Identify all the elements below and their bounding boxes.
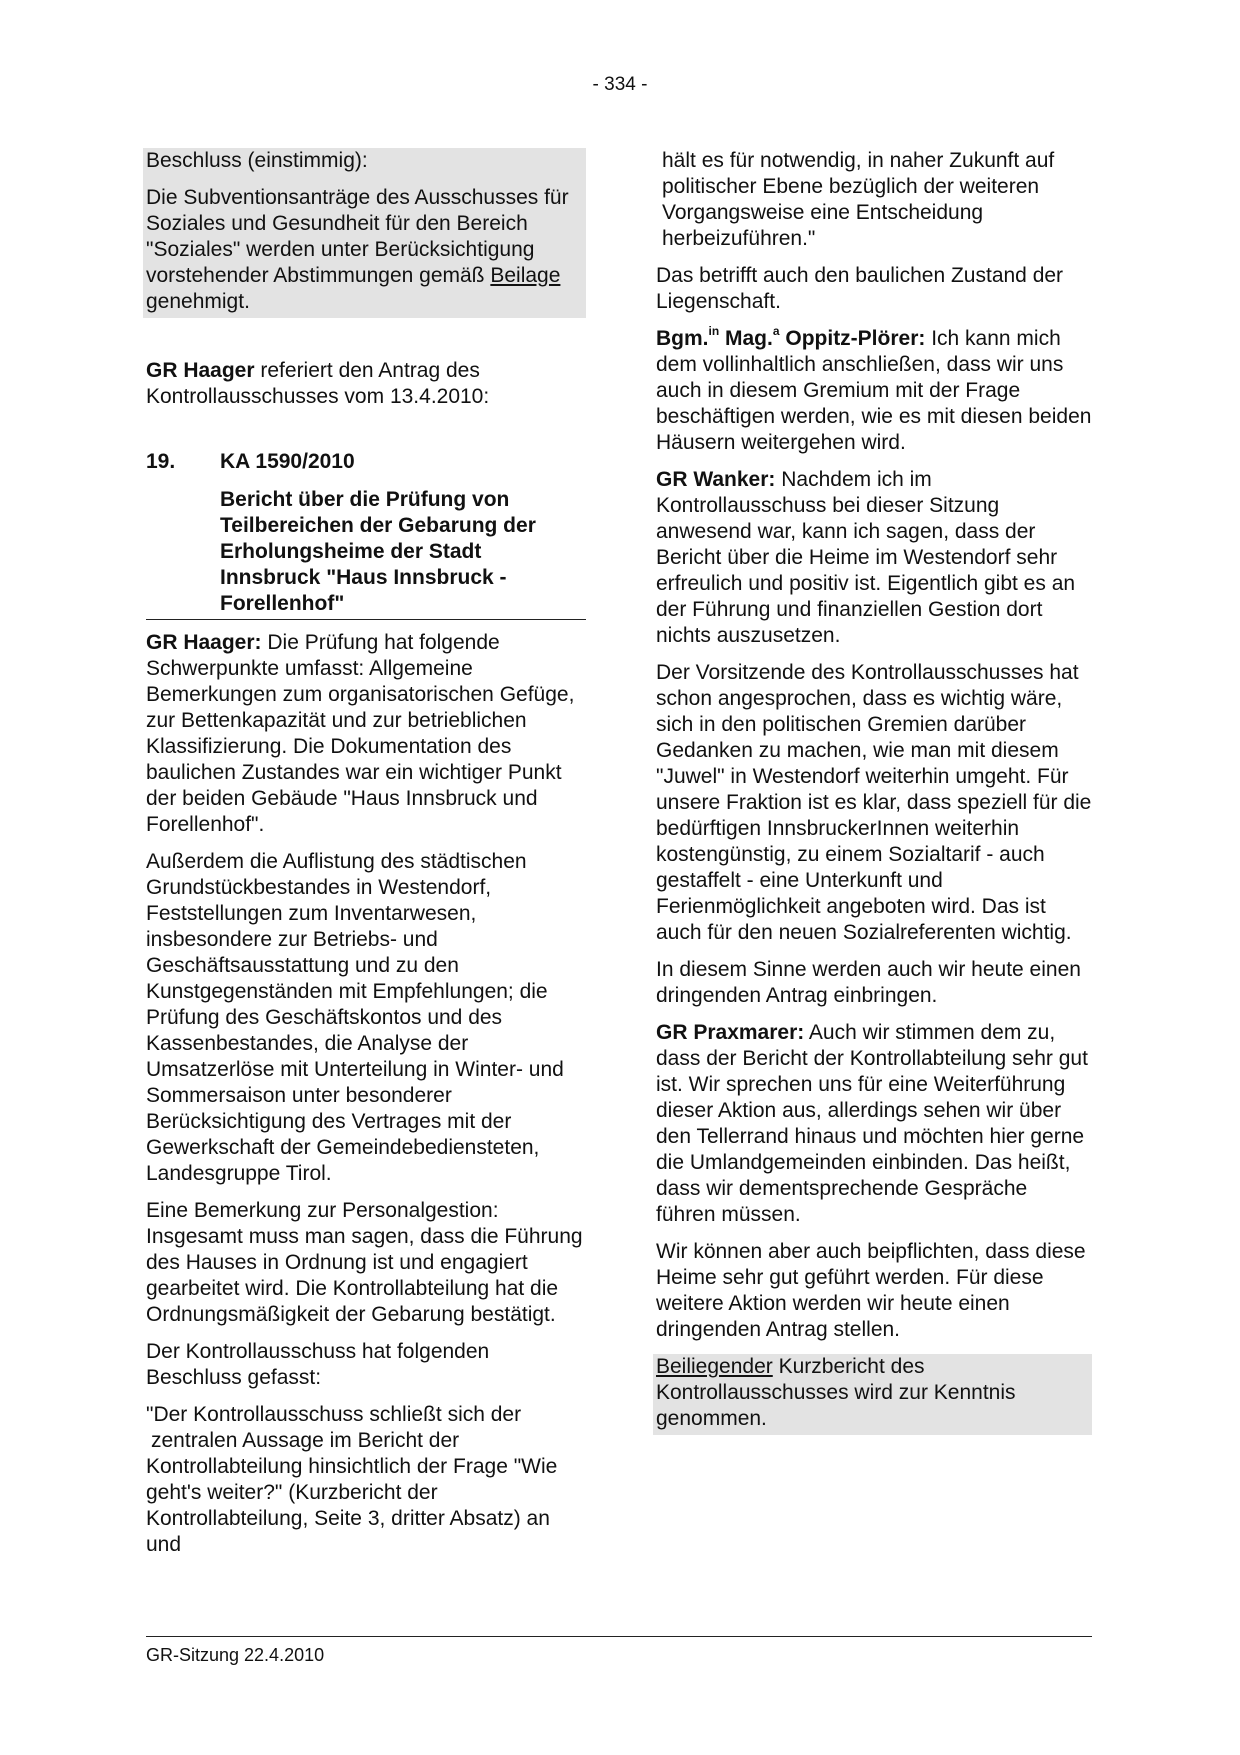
footer-session-date: GR-Sitzung 22.4.2010 xyxy=(146,1645,325,1665)
referral-paragraph: GR Haager referiert den Antrag des Kontrollausschusses vom 13.4.2010: xyxy=(146,359,490,408)
praxmarer-statement: GR Praxmarer: Auch wir stimmen dem zu, dass der Bericht der Kontrollabteilung sehr gut ist. Wir sprechen uns für eine Weiterführung dieser Aktion aus, allerdings sehen wir über den Tellerrand hinaus und möchten hier gerne die Umlandgemeinden einbinden. Das heißt, dass wir dementsprechende Gespräche führen müssen. xyxy=(656,1021,1088,1226)
quote-continued: hält es für notwendig, in naher Zukunft auf politischer Ebene bezüglich der weiteren Vorgangsweise eine Entscheidung herbeizuführen." xyxy=(662,149,1055,250)
resolution-quote: "Der Kontrollausschuss schließt sich der zentralen Aussage im Bericht der Kontrollabteilung hinsichtlich der Frage "Wie geht's weiter?" (Kurzbericht der Kontrollabteilung, Seite 3, dritter Absatz) an und xyxy=(146,1403,558,1556)
page-number: - 334 - xyxy=(592,74,648,95)
right-column xyxy=(656,148,1092,1435)
agenda-item-code: KA 1590/2010 xyxy=(220,450,355,473)
speaker-name: GR Wanker: xyxy=(656,468,776,491)
footer-divider xyxy=(146,1636,1092,1637)
haager-statement: GR Haager: Die Prüfung hat folgende Schwerpunkte umfasst: Allgemeine Bemerkungen zum organisatorischen Gefüge, zur Bettenkapazität und zur betrieblichen Klassifizierung. Die Dokumentation des baulichen Zustandes war ein wichtiger Punkt der beiden Gebäude "Haus Innsbruck und Forellenhof". xyxy=(146,631,575,836)
left-column xyxy=(146,148,586,1569)
paragraph-personalgestion: Eine Bemerkung zur Personalgestion: Insgesamt muss man sagen, dass die Führung des Hauses in Ordnung ist und engagiert gearbeitet wird. Die Kontrollabteilung hat die Ordnungsmäßigkeit der Gebarung bestätigt. xyxy=(146,1199,583,1326)
speaker-name: Bgm.$^{in}$ Mag.$^a$ Oppitz-Plörer: xyxy=(656,324,926,350)
speaker-name: GR Praxmarer: xyxy=(656,1021,805,1044)
agenda-item-number: 19. xyxy=(146,450,176,473)
paragraph-baulich: Das betrifft auch den baulichen Zustand der Liegenschaft. xyxy=(656,264,1064,313)
acknowledgement-box xyxy=(653,1354,1092,1435)
paragraph-vorsitzende: Der Vorsitzende des Kontrollausschusses hat schon angesprochen, dass es wichtig wäre, sich in den politischen Gremien darüber Gedanken zu machen, wie man mit diesem "Juwel" in Westendorf weiterhin umgeht. Für unsere Fraktion ist es klar, dass speziell für die bedürftigen InnsbruckerInnen weiterhin kostengünstig, zu einem Sozialtarif - auch gestaffelt - eine Unterkunft und Ferienmöglichkeit angeboten wird. Das ist auch für den neuen Sozialreferenten wichtig. xyxy=(656,661,1092,944)
paragraph-beschluss-gefasst: Der Kontrollausschuss hat folgenden Beschluss gefasst: xyxy=(146,1340,490,1389)
speaker-name: GR Haager: xyxy=(146,631,262,654)
beiliegender-link[interactable]: Beiliegender xyxy=(656,1355,773,1378)
mayor-statement: Bgm.$^{in}$ Mag.$^a$ Oppitz-Plörer: Ich kann mich dem vollinhaltlich anschließen, dass wir uns auch in diesem Gremium mit der Frage beschäftigen werden, wie es mit diesen beiden Häusern weitergehen wird. xyxy=(656,324,1092,454)
paragraph-ausserdem: Außerdem die Auflistung des städtischen Grundstückbestandes in Westendorf, Feststellungen zum Inventarwesen, insbesondere zur Betriebs- und Geschäftsausstattung und zu den Kunstgegenständen mit Empfehlungen; die Prüfung des Geschäftskontos und des Kassenbestandes, die Analyse der Umsatzerlöse mit Unterteilung in Winter- und Sommersaison unter besonderer Berücksichtigung des Vertrages mit der Gewerkschaft der Gemeindebediensteten, Landesgruppe Tirol. xyxy=(146,850,564,1185)
resolution-box xyxy=(143,148,586,318)
paragraph-sinne: In diesem Sinne werden auch wir heute einen dringenden Antrag einbringen. xyxy=(656,958,1081,1007)
paragraph-beipflichten: Wir können aber auch beipflichten, dass diese Heime sehr gut geführt werden. Für diese weitere Aktion werden wir heute einen dringenden Antrag stellen. xyxy=(656,1240,1086,1341)
agenda-item-header xyxy=(146,449,586,475)
resolution-label: Beschluss (einstimmig): xyxy=(146,149,368,172)
agenda-item-title-block xyxy=(146,487,586,620)
beilage-link[interactable]: Beilage xyxy=(490,264,561,287)
resolution-text: Die Subventionsanträge des Ausschusses für Soziales und Gesundheit für den Bereich "Soziales" werden unter Berücksichtigung vorstehender Abstimmungen gemäß Beilage genehmigt. xyxy=(146,186,569,313)
speaker-name: GR Haager xyxy=(146,359,255,382)
wanker-statement: GR Wanker: Nachdem ich im Kontrollausschuss bei dieser Sitzung anwesend war, kann ich sagen, dass der Bericht über die Heime im Westendorf sehr erfreulich und positiv ist. Eigentlich gibt es an der Führung und finanziellen Gestion dort nichts auszusetzen. xyxy=(656,468,1076,647)
acknowledgement-text: Beiliegender Kurzbericht des Kontrollausschusses wird zur Kenntnis genommen. xyxy=(656,1355,1016,1430)
agenda-item-title: Bericht über die Prüfung von Teilbereichen der Gebarung der Erholungsheime der Stadt Innsbruck "Haus Innsbruck - Forellenhof" xyxy=(220,488,536,615)
